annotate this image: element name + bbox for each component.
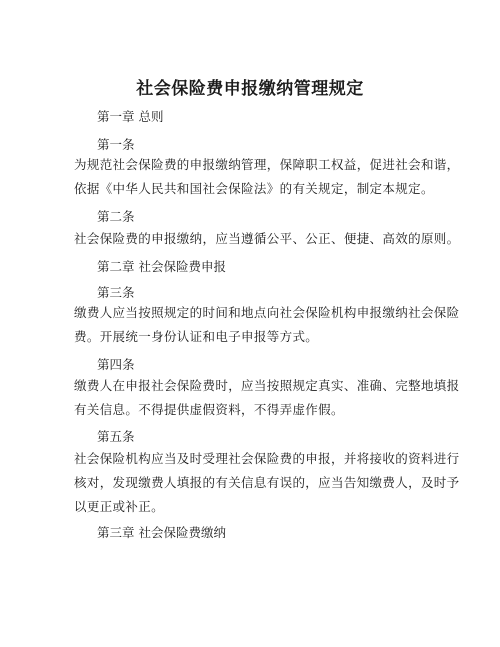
article-5-line-2: 核对，发现缴费人填报的有关信息有误的，应当告知缴费人，及时予 bbox=[74, 475, 460, 490]
article-1-line-1: 为规范社会保险费的申报缴纳管理，保障职工权益，促进社会和谐， bbox=[74, 157, 460, 172]
article-heading-1: 第一条 bbox=[97, 137, 135, 152]
article-5-line-3: 以更正或补正。 bbox=[74, 499, 164, 514]
chapter-heading-3: 第三章 社会保险费缴纳 bbox=[97, 525, 226, 540]
article-heading-5: 第五条 bbox=[97, 429, 135, 444]
article-4-line-1: 缴费人在申报社会保险费时，应当按照规定真实、准确、完整地填报 bbox=[74, 378, 460, 393]
article-5-line-1: 社会保险机构应当及时受理社会保险费的申报，并将接收的资料进行 bbox=[74, 451, 460, 466]
article-3-line-2: 费。开展统一身份认证和电子申报等方式。 bbox=[74, 329, 319, 344]
document-title: 社会保险费申报缴纳管理规定 bbox=[136, 79, 364, 99]
article-1-line-2: 依据《中华人民共和国社会保险法》的有关规定，制定本规定。 bbox=[74, 181, 434, 196]
chapter-heading-2: 第二章 社会保险费申报 bbox=[97, 259, 226, 274]
article-3-line-1: 缴费人应当按照规定的时间和地点向社会保险机构申报缴纳社会保险 bbox=[74, 305, 460, 320]
article-heading-3: 第三条 bbox=[97, 285, 135, 300]
article-4-line-2: 有关信息。不得提供虚假资料，不得弄虚作假。 bbox=[74, 402, 344, 417]
article-2-line-1: 社会保险费的申报缴纳，应当遵循公平、公正、便捷、高效的原则。 bbox=[74, 231, 460, 246]
chapter-heading-1: 第一章 总则 bbox=[97, 109, 164, 124]
article-heading-2: 第二条 bbox=[97, 209, 135, 224]
article-heading-4: 第四条 bbox=[97, 357, 135, 372]
